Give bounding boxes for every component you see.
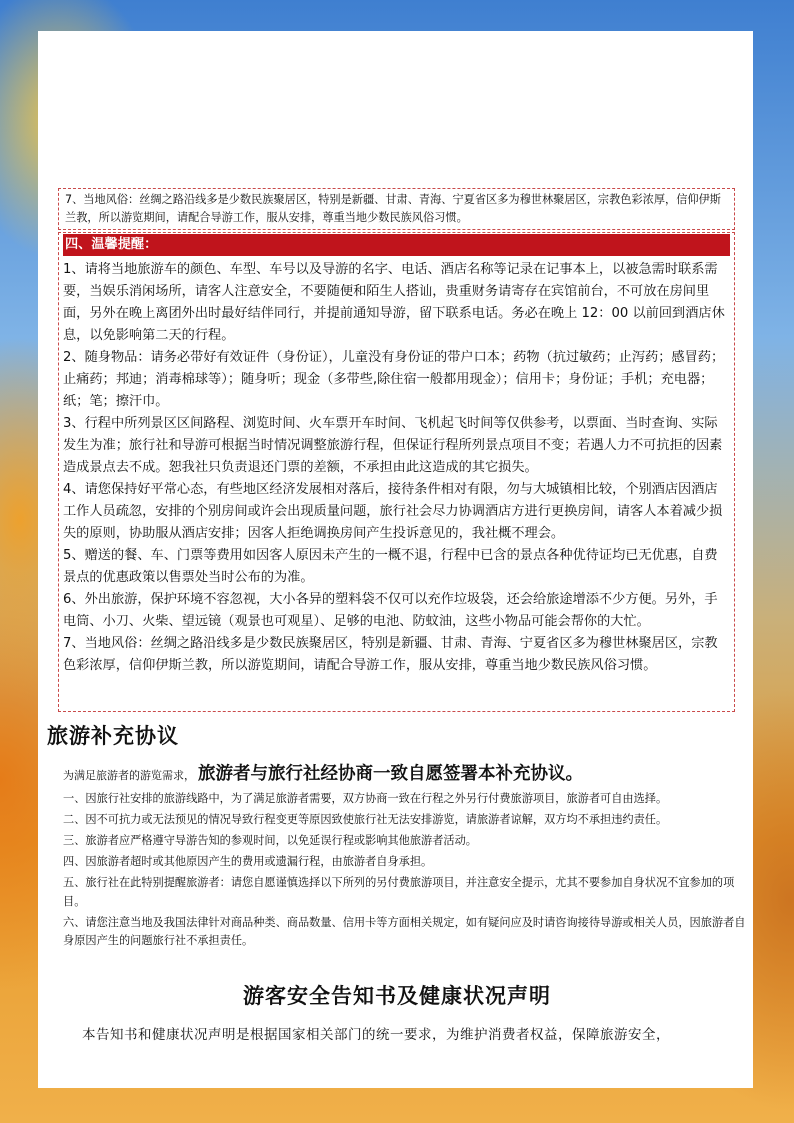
safety-title: 游客安全告知书及健康状况声明: [243, 983, 551, 1008]
safety-paragraph: 本告知书和健康状况声明是根据国家相关部门的统一要求，为维护消费者权益，保障旅游安全，: [82, 1027, 670, 1043]
reminders-heading: 四、温馨提醒：: [63, 234, 730, 256]
reminder-item: 6、外出旅游，保护环境不容忽视，大小各异的塑料袋不仅可以充作垃圾袋，还会给旅途增添不少方便。另外，手电筒、小刀、火柴、望远镜（观景也可观星）、足够的电池、防蚊油，这些小物品可能会帮你的大忙。: [63, 592, 718, 629]
top-note-box: [58, 188, 735, 230]
supplement-intro: [63, 760, 753, 785]
supplement-title: 旅游补充协议: [47, 724, 179, 748]
reminder-item: 7、当地风俗：丝绸之路沿线多是少数民族聚居区，特别是新疆、甘肃、青海、宁夏省区多为穆世林聚居区，宗教色彩浓厚，信仰伊斯兰教，所以游览期间，请配合导游工作，服从安排，尊重当地少数民族风俗习惯。: [63, 636, 718, 673]
reminder-item: 1、请将当地旅游车的颜色、车型、车号以及导游的名字、电话、酒店名称等记录在记事本上，以被急需时联系需要，当娱乐消闲场所，请客人注意安全，不要随便和陌生人搭讪，贵重财务请寄存在宾馆前台，不可放在房间里面，另外在晚上离团外出时最好结伴同行，并提前通知导游，留下联系电话。务必在晚上 12：00 以前回到酒店休息，以免影响第二天的行程。: [63, 262, 725, 343]
agreement-item: 六、请您注意当地及我国法律针对商品种类、商品数量、信用卡等方面相关规定，如有疑问应及时请咨询接待导游或相关人员，因旅游者自身原因产生的问题旅行社不承担责任。: [63, 915, 746, 947]
intro-big-text: 旅游者与旅行社经协商一致自愿签署本补充协议。: [198, 764, 583, 784]
agreement-item: 一、因旅行社安排的旅游线路中，为了满足旅游者需要，双方协商一致在行程之外另行付费旅游项目，旅游者可自由选择。: [63, 792, 668, 805]
agreement-item: 四、因旅游者超时或其他原因产生的费用或遗漏行程，由旅游者自身承担。: [63, 855, 433, 868]
supplement-items: [63, 790, 751, 953]
reminder-item: 3、行程中所列景区区间路程、浏览时间、火车票开车时间、飞机起飞时间等仅供参考，以票面、当时查询、实际发生为准；旅行社和导游可根据当时情况调整旅游行程，但保证行程所列景点项目不变；若遇人力不可抗拒的因素造成景点去不成。恕我社只负责退还门票的差额，不承担由此这造成的其它损失。: [63, 416, 723, 475]
agreement-item: 五、旅行社在此特别提醒旅游者：请您自愿谨慎选择以下所列的另付费旅游项目，并注意安全提示，尤其不要参加自身状况不宜参加的项目。: [63, 876, 735, 908]
reminders-box: [58, 232, 735, 712]
intro-small-text: 为满足旅游者的游览需求，: [63, 769, 195, 782]
agreement-item: 二、因不可抗力或无法预见的情况导致行程变更等原因致使旅行社无法安排游览，请旅游者谅解，双方均不承担违约责任。: [63, 813, 668, 826]
reminder-item: 4、请您保持好平常心态，有些地区经济发展相对落后，接待条件相对有限，勿与大城镇相比较，个别酒店因酒店工作人员疏忽，安排的个别房间或许会出现质量问题，旅行社会尽力协调酒店方进行更换房间，请客人本着减少损失的原则，协助服从酒店安排；因客人拒绝调换房间产生投诉意见的，我社概不理会。: [63, 482, 723, 541]
reminder-item: 2、随身物品：请务必带好有效证件（身份证），儿童没有身份证的带户口本；药物（抗过敏药；止泻药；感冒药；止痛药；邦迪；消毒棉球等）；随身听；现金（多带些,除住宿一般都用现金）；信用卡；身份证；手机；充电器；纸；笔；擦汗巾。: [63, 350, 725, 409]
reminder-item: 5、赠送的餐、车、门票等费用如因客人原因未产生的一概不退，行程中已含的景点各种优待证均已无优惠，自费景点的优惠政策以售票处当时公布的为准。: [63, 548, 718, 585]
agreement-item: 三、旅游者应严格遵守导游告知的参观时间，以免延误行程或影响其他旅游者活动。: [63, 834, 477, 847]
top-note-text: 7、当地风俗：丝绸之路沿线多是少数民族聚居区，特别是新疆、甘肃、青海、宁夏省区多为穆世林聚居区，宗教色彩浓厚，信仰伊斯兰教，所以游览期间，请配合导游工作，服从安排，尊重当地少数民族风俗习惯。: [65, 193, 721, 224]
